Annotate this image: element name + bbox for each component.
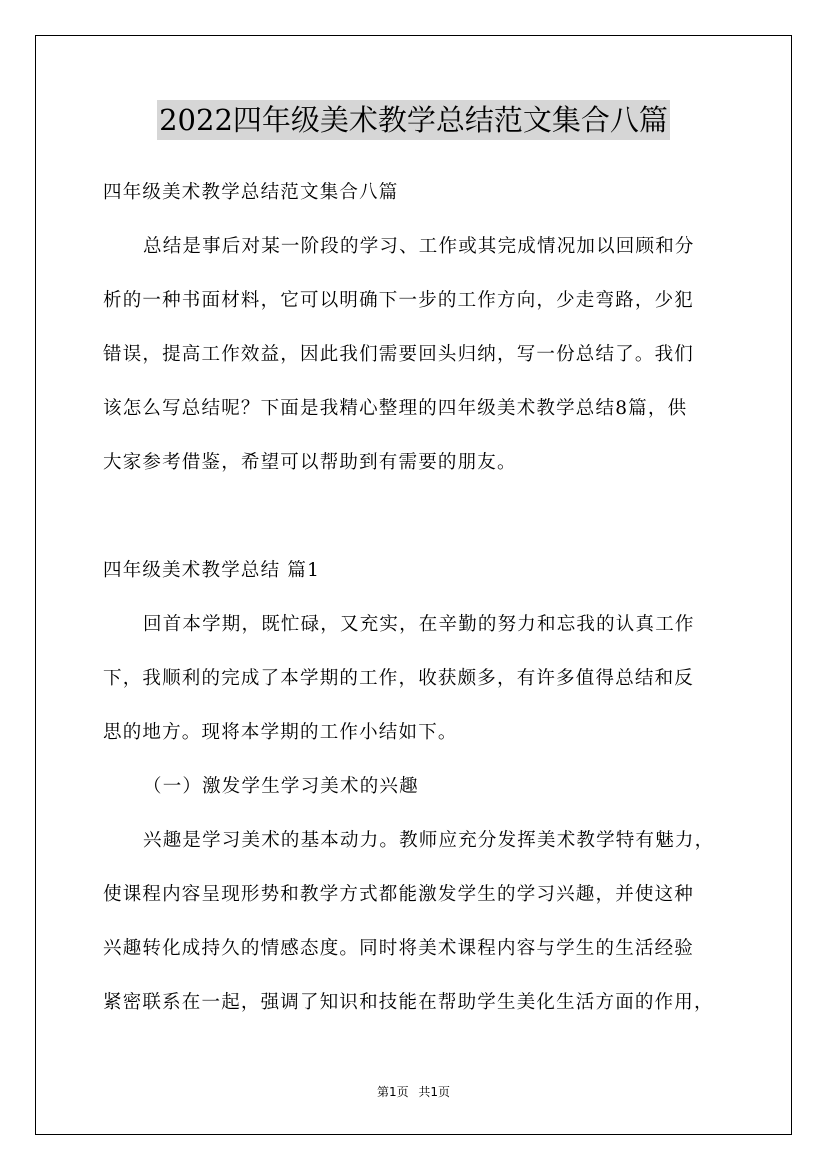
title-container: [0, 100, 827, 140]
paragraph-line: 兴趣是学习美术的基本动力。教师应充分发挥美术教学特有魅力，: [143, 830, 715, 851]
paragraph-line: 使课程内容呈现形势和教学方式都能激发学生的学习兴趣，并使这种: [103, 884, 695, 905]
page-number: 第1页: [376, 1085, 409, 1099]
paragraph-line: 回首本学期，既忙碌，又充实，在辛勤的努力和忘我的认真工作: [143, 614, 695, 635]
paragraph-line: 兴趣转化成持久的情感态度。同时将美术课程内容与学生的生活经验: [103, 938, 695, 959]
spacer: [103, 497, 730, 551]
sub-heading: （一）激发学生学习美术的兴趣: [143, 776, 419, 797]
document-title: 2022四年级美术教学总结范文集合八篇: [157, 100, 670, 140]
intro-line: 大家参考借鉴，希望可以帮助到有需要的朋友。: [103, 452, 517, 473]
intro-line: 析的一种书面材料，它可以明确下一步的工作方向，少走弯路，少犯: [103, 290, 695, 311]
page-footer: [0, 1083, 827, 1100]
document-subtitle: 四年级美术教学总结范文集合八篇: [103, 182, 399, 203]
intro-line: 该怎么写总结呢？下面是我精心整理的四年级美术教学总结8篇，供: [103, 398, 688, 419]
paragraph-line: 紧密联系在一起，强调了知识和技能在帮助学生美化生活方面的作用，: [103, 992, 714, 1013]
intro-line: 错误，提高工作效益，因此我们需要回头归纳，写一份总结了。我们: [103, 344, 695, 365]
page-total: 共1页: [418, 1085, 451, 1099]
paragraph-line: 下，我顺利的完成了本学期的工作，收获颇多，有许多值得总结和反: [103, 668, 695, 689]
document-body: [103, 173, 730, 1037]
section-heading: 四年级美术教学总结 篇1: [103, 560, 321, 581]
intro-line: 总结是事后对某一阶段的学习、工作或其完成情况加以回顾和分: [143, 236, 695, 257]
paragraph-line: 思的地方。现将本学期的工作小结如下。: [103, 722, 458, 743]
